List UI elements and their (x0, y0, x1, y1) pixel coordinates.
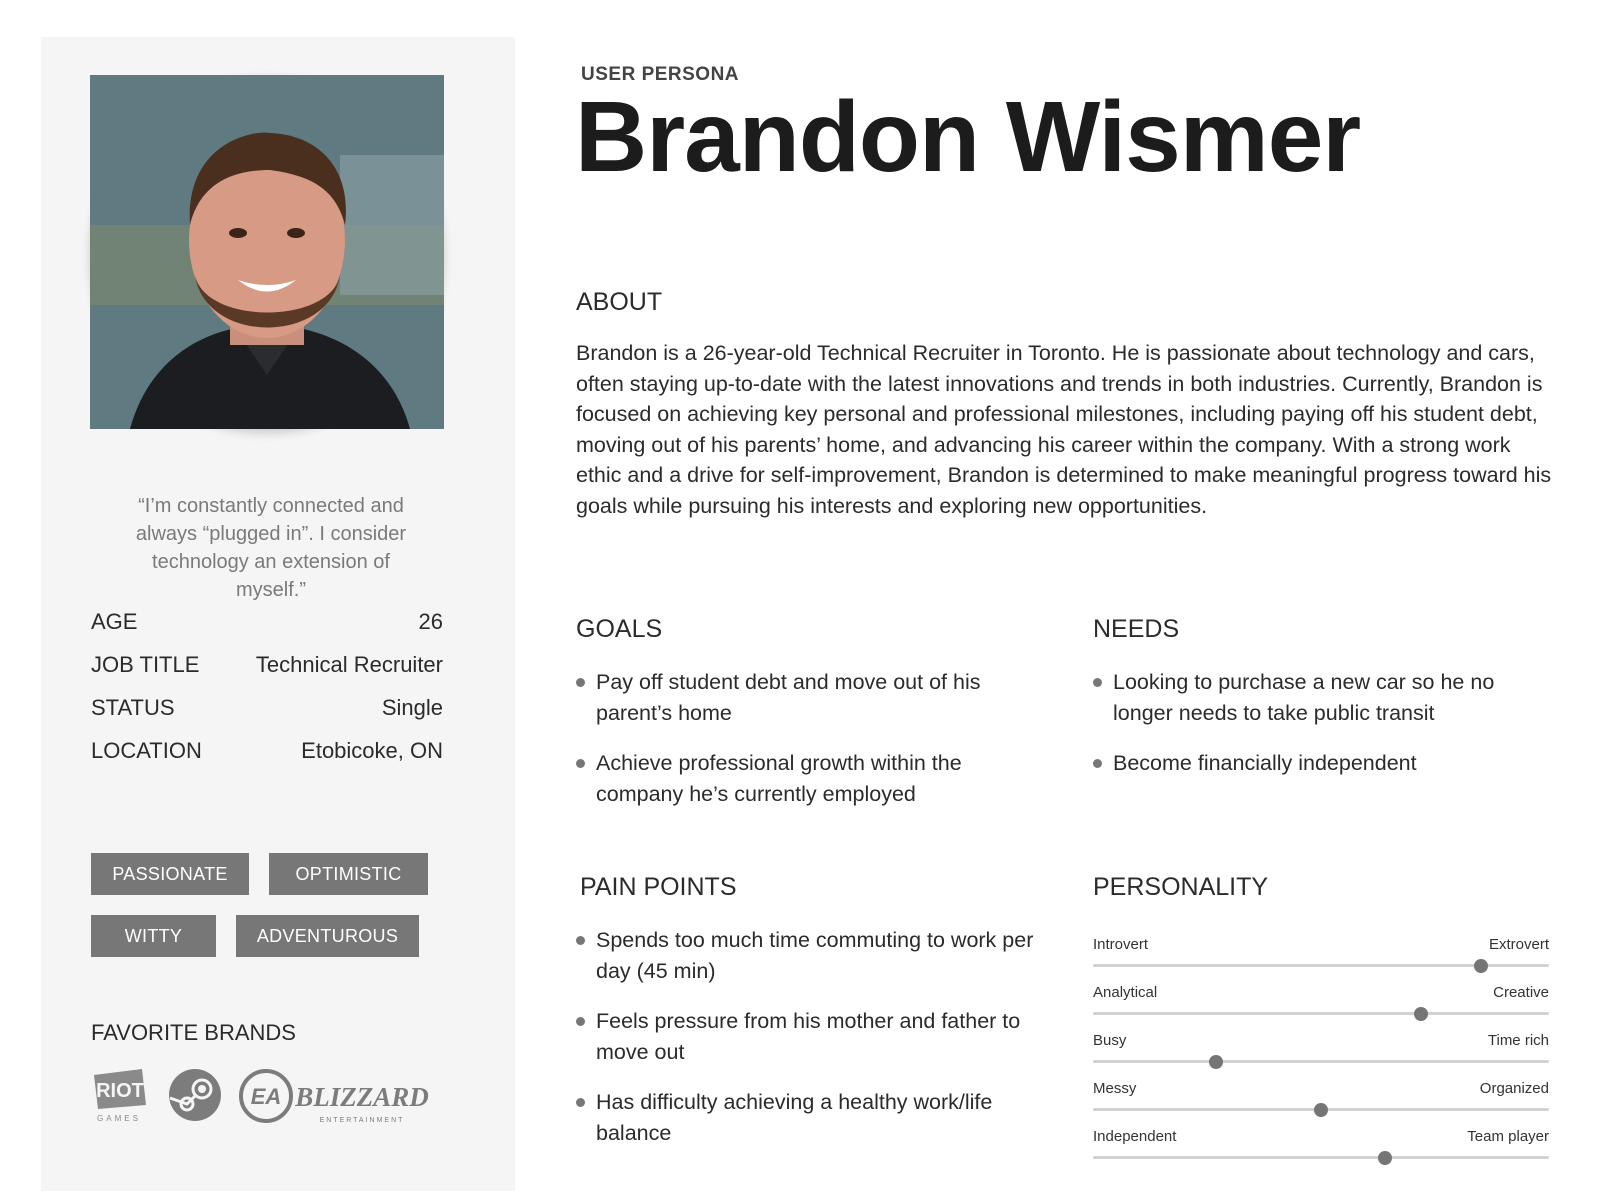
slider-right-label: Organized (1479, 1080, 1549, 1097)
slider-left-label: Busy (1093, 1032, 1127, 1049)
slider-knob (1209, 1055, 1223, 1069)
riot-games-logo (90, 1067, 148, 1123)
about-text: Brandon is a 26-year-old Technical Recruiter in Toronto. He is passionate about technology and cars, often staying up-to-date with the latest innovations and trends in both industries. Currently, Brandon is focused on achieving key personal and professional milestones, including paying off his student debt, moving out of his parents’ home, and advancing his career within the company. With a strong work ethic and a drive for self-improvement, Brandon is determined to make meaningful progress toward his goals while pursuing his interests and exploring new opportunities. (576, 341, 1552, 518)
steam-logo (168, 1068, 222, 1122)
slider-right-label: Creative (1493, 984, 1549, 1001)
tag-optimistic: OPTIMISTIC (269, 853, 428, 895)
slider-left-label: Independent (1093, 1128, 1177, 1145)
person-illustration (90, 75, 444, 429)
tag-witty: WITTY (91, 915, 216, 957)
slider-knob (1314, 1103, 1328, 1117)
needs-title: NEEDS (1093, 615, 1180, 643)
slider-track (1093, 1156, 1549, 1159)
blizzard-logo (295, 1068, 429, 1126)
info-value: Etobicoke, ON (301, 738, 443, 763)
slider-track (1093, 1060, 1549, 1063)
pain-point-item: Spends too much time commuting to work per day (45 min) (576, 925, 1036, 986)
goals-title: GOALS (576, 615, 663, 643)
goal-item: Achieve professional growth within the company he’s currently employed (576, 748, 1016, 809)
personality-slider-introvert-extrovert (1093, 936, 1549, 980)
slider-knob (1474, 959, 1488, 973)
pain-points-title: PAIN POINTS (580, 873, 737, 901)
info-row-job-title (91, 652, 443, 682)
info-value: Technical Recruiter (255, 652, 443, 677)
ea-logo (238, 1068, 294, 1124)
personality-slider-analytical-creative (1093, 984, 1549, 1028)
slider-track (1093, 1012, 1549, 1015)
persona-name: Brandon Wismer (575, 81, 1361, 193)
goal-item: Pay off student debt and move out of his parent’s home (576, 667, 1016, 728)
info-value: Single (381, 695, 443, 720)
personality-slider-messy-organized (1093, 1080, 1549, 1124)
slider-left-label: Introvert (1093, 936, 1149, 953)
tag-adventurous: ADVENTUROUS (236, 915, 419, 957)
slider-right-label: Time rich (1487, 1032, 1549, 1049)
persona-quote: “I’m constantly connected and always “plugged in”. I consider technology an extension of myself.” (135, 495, 407, 601)
pain-points-list (576, 925, 1036, 1168)
info-label: LOCATION (91, 738, 202, 763)
personality-title: PERSONALITY (1093, 873, 1269, 901)
profile-photo (90, 75, 444, 429)
info-row-location (91, 738, 443, 768)
slider-knob (1378, 1151, 1392, 1165)
slider-left-label: Analytical (1093, 984, 1158, 1001)
personality-slider-busy-time-rich (1093, 1032, 1549, 1076)
personality-slider-independent-team-player (1093, 1128, 1549, 1172)
slider-right-label: Extrovert (1488, 936, 1549, 953)
slider-right-label: Team player (1467, 1128, 1549, 1145)
need-item: Become financially independent (1093, 748, 1533, 779)
goals-list (576, 667, 1016, 829)
about-title: ABOUT (576, 288, 663, 316)
persona-eyebrow: USER PERSONA (581, 64, 740, 85)
info-label: STATUS (91, 695, 175, 720)
info-row-status (91, 695, 443, 725)
tag-passionate: PASSIONATE (91, 853, 249, 895)
slider-knob (1414, 1007, 1428, 1021)
pain-point-item: Feels pressure from his mother and father to move out (576, 1006, 1036, 1067)
favorite-brands-title: FAVORITE BRANDS (91, 1020, 296, 1045)
profile-sidebar (41, 37, 515, 1191)
slider-left-label: Messy (1093, 1080, 1137, 1097)
info-value: 26 (418, 609, 443, 634)
blizzard-logo-subtext: ENTERTAINMENT (319, 1117, 405, 1124)
info-row-age (91, 609, 443, 639)
riot-logo-subtext: GAMES (97, 1114, 141, 1123)
pain-point-item: Has difficulty achieving a healthy work/life balance (576, 1087, 1036, 1148)
need-item: Looking to purchase a new car so he no longer needs to take public transit (1093, 667, 1533, 728)
info-label: AGE (91, 609, 138, 634)
riot-logo-text: RIOT (96, 1080, 144, 1102)
ea-logo-text: EA (250, 1084, 282, 1109)
blizzard-logo-text: BLIZZARD (295, 1082, 429, 1112)
info-label: JOB TITLE (91, 652, 200, 677)
needs-list (1093, 667, 1533, 799)
